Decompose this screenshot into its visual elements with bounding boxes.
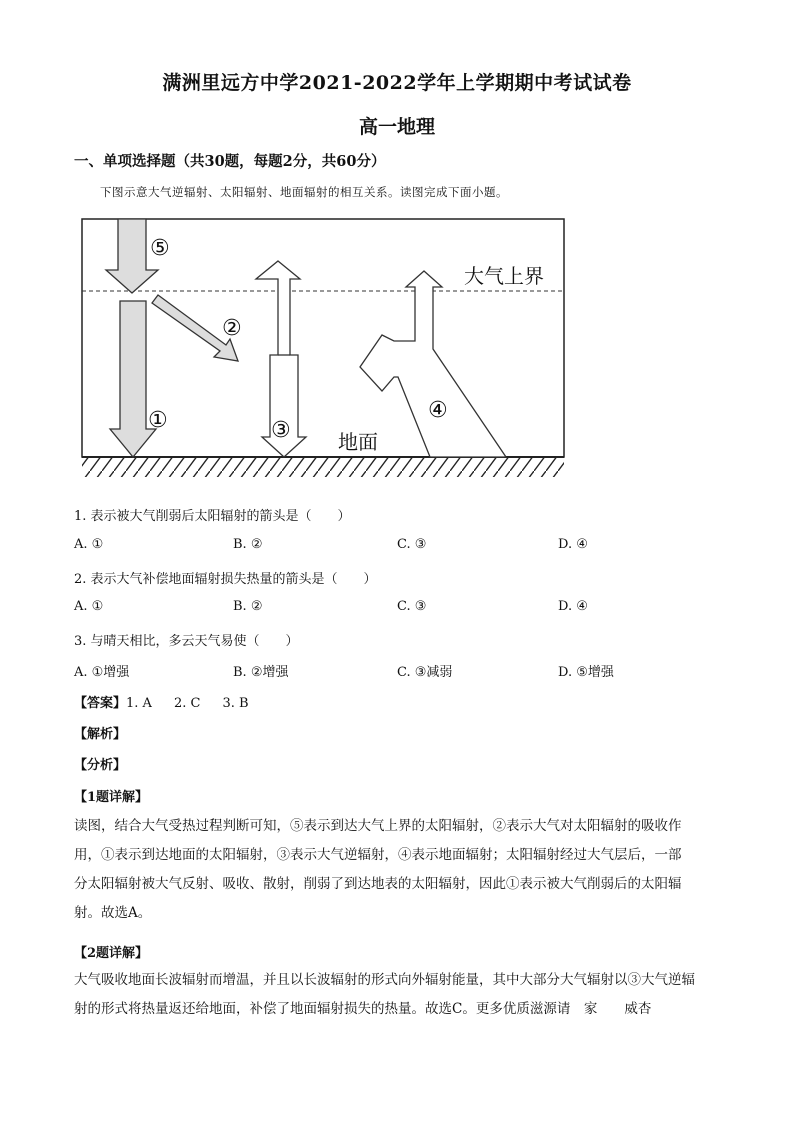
answer-line: [74, 692, 249, 711]
arrow-3-label: ③: [271, 418, 291, 443]
radiation-diagram: [78, 215, 568, 487]
upper-boundary-label: 大气上界: [464, 264, 544, 288]
answer-item: 1. A: [126, 696, 152, 711]
q2-detail-label: 【2题详解】: [74, 946, 149, 961]
q2-detail-line: 射的形式将热量返还给地面，补偿了地面辐射损失的热量。故选C。更多优质滋源请 家 威杏: [74, 1001, 652, 1017]
arrow-1-label: ①: [148, 408, 168, 433]
question-3-option-b[interactable]: B. ②增强: [233, 665, 289, 680]
q1-detail-line: 读图，结合大气受热过程判断可知，⑤表示到达大气上界的太阳辐射，②表示大气对太阳辐射的吸收作: [74, 818, 682, 834]
question-intro: 下图示意大气逆辐射、太阳辐射、地面辐射的相互关系。读图完成下面小题。: [100, 185, 508, 199]
ground-hatching: [82, 457, 564, 477]
question-3-option-c[interactable]: C. ③减弱: [397, 665, 453, 680]
exam-title: 满洲里远方中学2021-2022学年上学期期中考试试卷: [162, 72, 632, 94]
question-3-option-a[interactable]: A. ①增强: [74, 665, 130, 680]
question-1-option-d[interactable]: D. ④: [558, 537, 588, 552]
question-3-stem: 3. 与晴天相比，多云天气易使（ ）: [74, 634, 299, 649]
answer-item: 2. C: [173, 696, 201, 711]
ground-label: 地面: [338, 430, 378, 454]
arrow-4-label: ④: [428, 398, 448, 423]
question-2-option-b[interactable]: B. ②: [233, 599, 263, 614]
question-3-option-d[interactable]: D. ⑤增强: [558, 665, 614, 680]
question-2-option-d[interactable]: D. ④: [558, 599, 588, 614]
section-heading: 一、单项选择题（共30题，每题2分，共60分）: [74, 153, 386, 170]
answer-item: 3. B: [222, 696, 249, 711]
fenxi-label: 【分析】: [74, 758, 127, 773]
q1-detail-line: 分太阳辐射被大气反射、吸收、散射，削弱了到达地表的太阳辐射，因此①表示被大气削弱后的太阳辐: [74, 876, 682, 892]
exam-subtitle: 高一地理: [358, 116, 435, 138]
question-1-option-a[interactable]: A. ①: [74, 537, 104, 552]
q2-detail-text: [74, 966, 724, 1024]
q2-detail-line: 大气吸收地面长波辐射而增温，并且以长波辐射的形式向外辐射能量，其中大部分大气辐射以③大气逆辐: [74, 972, 695, 988]
q1-detail-line: 用，①表示到达地面的太阳辐射，③表示大气逆辐射，④表示地面辐射；太阳辐射经过大气层后，一部: [74, 847, 682, 863]
question-2-option-a[interactable]: A. ①: [74, 599, 104, 614]
q1-detail-label: 【1题详解】: [74, 790, 149, 805]
question-1-stem: 1. 表示被大气削弱后太阳辐射的箭头是（ ）: [74, 509, 351, 524]
answer-label: 【答案】: [74, 696, 127, 711]
question-1-option-b[interactable]: B. ②: [233, 537, 263, 552]
question-2-option-c[interactable]: C. ③: [397, 599, 427, 614]
jiexi-label: 【解析】: [74, 727, 127, 742]
q1-detail-text: [74, 812, 724, 928]
question-2-stem: 2. 表示大气补偿地面辐射损失热量的箭头是（ ）: [74, 572, 377, 587]
arrow-2-label: ②: [222, 316, 242, 341]
arrow-5-label: ⑤: [150, 236, 170, 261]
question-1-option-c[interactable]: C. ③: [397, 537, 427, 552]
q1-detail-line: 射。故选A。: [74, 905, 152, 921]
